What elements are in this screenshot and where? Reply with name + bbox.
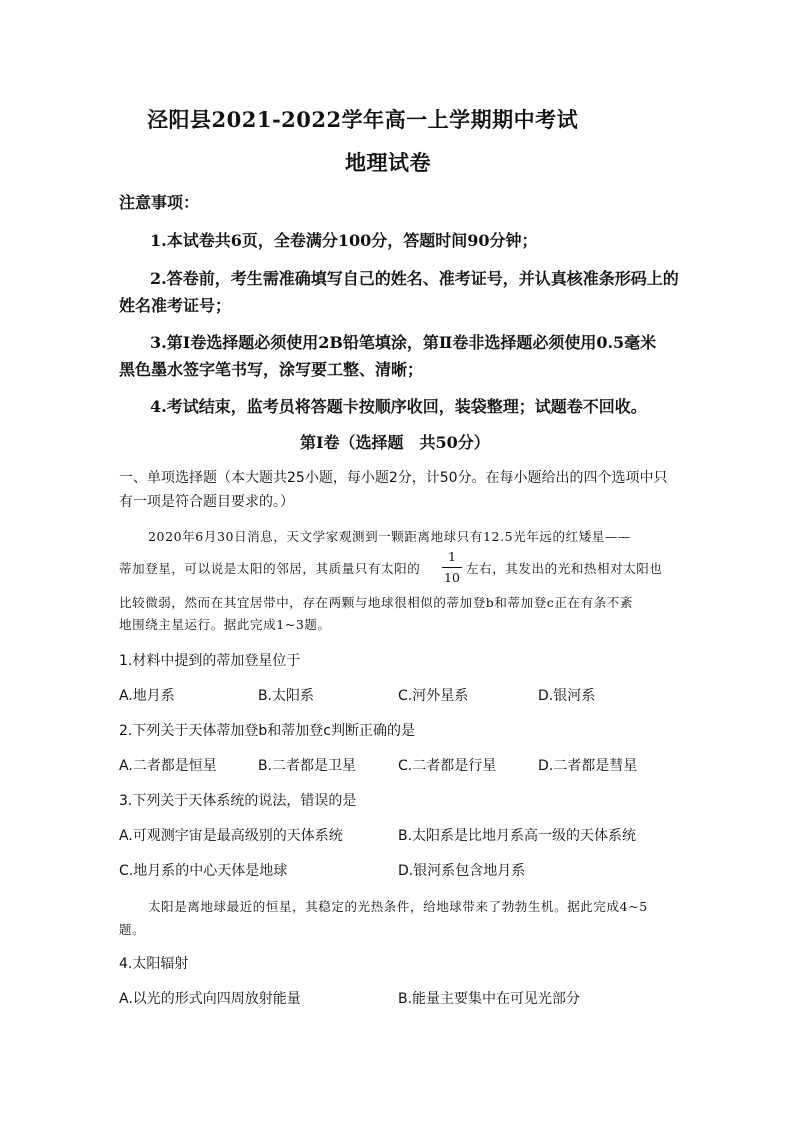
question-1-option-c: C.河外星系 [398, 688, 469, 704]
fraction-numerator: 1 [448, 549, 456, 564]
question-4-option-b: B.能量主要集中在可见光部分 [398, 991, 581, 1007]
question-2-option-d: D.二者都是彗星 [538, 758, 638, 774]
note-3-line-1: 3.第Ⅰ卷选择题必须使用2B铅笔填涂，第Ⅱ卷非选择题必须使用0.5毫米 [150, 333, 657, 352]
note-1: 1.本试卷共6页，全卷满分100分，答题时间90分钟； [150, 231, 538, 250]
exam-title: 泾阳县2021-2022学年高一上学期期中考试 [147, 107, 579, 132]
question-3-option-c: C.地月系的中心天体是地球 [119, 863, 288, 879]
question-1-stem: 1.材料中提到的蒂加登星位于 [119, 653, 301, 669]
exam-subtitle: 地理试卷 [345, 150, 431, 175]
fraction-one-tenth [442, 548, 462, 587]
question-3-stem: 3.下列关于天体系统的说法，错误的是 [119, 793, 357, 809]
material-2-line-1: 太阳是离地球最近的恒星，其稳定的光热条件，给地球带来了勃勃生机。据此完成4~5 [148, 899, 648, 914]
question-2-stem: 2.下列关于天体蒂加登b和蒂加登c判断正确的是 [119, 723, 415, 739]
note-2-line-2: 姓名准考证号； [119, 296, 232, 315]
question-2-option-c: C.二者都是行星 [398, 758, 497, 774]
question-1-option-a: A.地月系 [119, 688, 175, 704]
section-instructions-line-2: 有一项是符合题目要求的。） [119, 494, 294, 510]
note-4: 4.考试结束，监考员将答题卡按顺序收回，装袋整理；试题卷不回收。 [150, 397, 647, 416]
question-4-option-a: A.以光的形式向四周放射能量 [119, 991, 301, 1007]
question-1-option-d: D.银河系 [538, 688, 596, 704]
material-1-line-1: 2020年6月30日消息，天文学家观测到一颗距离地球只有12.5光年远的红矮星—— [148, 529, 632, 544]
question-2-option-b: B.二者都是卫星 [258, 758, 357, 774]
section-instructions-line-1: 一、单项选择题（本大题共25小题，每小题2分，计50分。在每小题给出的四个选项中只 [119, 470, 668, 486]
question-2-option-a: A.二者都是恒星 [119, 758, 217, 774]
question-3-option-b: B.太阳系是比地月系高一级的天体系统 [398, 828, 637, 844]
material-2-line-2: 题。 [119, 922, 146, 937]
note-2-line-1: 2.答卷前，考生需准确填写自己的姓名、准考证号，并认真核准条形码上的 [150, 269, 679, 288]
notes-heading: 注意事项： [119, 193, 200, 212]
note-3-line-2: 黑色墨水签字笔书写，涂写要工整、清晰； [119, 360, 424, 379]
material-1-line-2a: 蒂加登星，可以说是太阳的邻居，其质量只有太阳的 [119, 561, 421, 576]
question-3-option-d: D.银河系包含地月系 [398, 863, 526, 879]
material-1-line-3: 比较微弱，然而在其宜居带中，存在两颗与地球很相似的蒂加登b和蒂加登c正在有条不紊 [119, 595, 634, 610]
question-1-option-b: B.太阳系 [258, 688, 315, 704]
material-1-line-2b: 左右，其发出的光和热相对太阳也 [466, 561, 663, 576]
fraction-denominator: 10 [444, 570, 460, 585]
question-4-stem: 4.太阳辐射 [119, 956, 189, 972]
material-1-line-4: 地围绕主星运行。据此完成1~3题。 [119, 617, 331, 632]
section-title: 第Ⅰ卷（选择题 共50分） [300, 433, 490, 452]
question-3-option-a: A.可观测宇宙是最高级别的天体系统 [119, 828, 343, 844]
fraction-bar [442, 567, 462, 568]
